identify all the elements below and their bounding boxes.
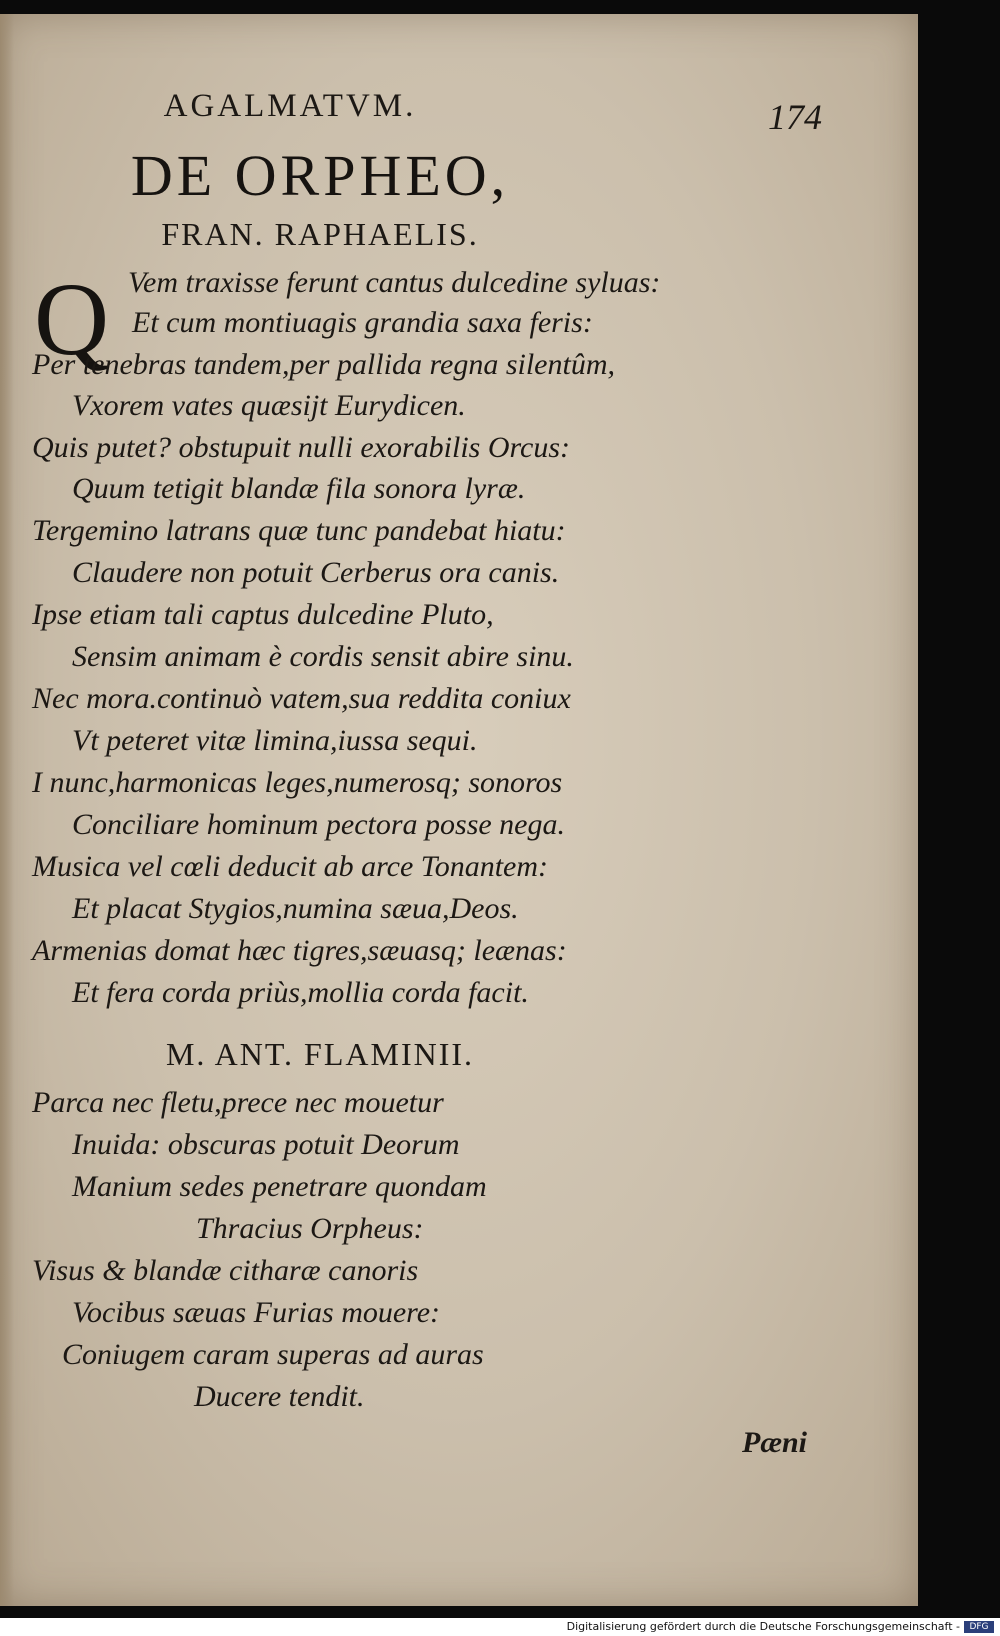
dfg-logo-icon: DFG [964,1621,994,1633]
verse-line: Vem traxisse ferunt cantus dulcedine syluas: [128,266,661,299]
verse-line: Inuida: obscuras potuit Deorum [72,1128,460,1161]
poem-author: FRAN. RAPHAELIS. [161,216,479,252]
verse-line: Vocibus sæuas Furias mouere: [72,1296,441,1329]
verse-line: Per tenebras tandem,per pallida regna silentûm, [32,348,615,381]
verse-line: Vt peteret vitæ limina,iussa sequi. [72,724,478,757]
page-number: 174 [768,97,822,137]
verse-line: Quum tetigit blandæ fila sonora lyræ. [72,472,526,505]
verse-line: Coniugem caram superas ad auras [62,1338,484,1371]
verse-line: Thracius Orpheus: [196,1212,424,1245]
verse-line: Et fera corda priùs,mollia corda facit. [72,976,529,1009]
verse-line: Musica vel cœli deducit ab arce Tonantem: [32,850,549,883]
verse-line: Conciliare hominum pectora posse nega. [72,808,565,841]
verse-line: Visus & blandæ citharæ canoris [32,1254,419,1287]
verse-line: Quis putet? obstupuit nulli exorabilis Orcus: [32,431,571,464]
verse-line: Ipse etiam tali captus dulcedine Pluto, [32,598,494,631]
verse-line: Vxorem vates quæsijt Eurydicen. [72,389,466,422]
footer-credit: Digitalisierung gefördert durch die Deutsche Forschungsgemeinschaft - [566,1620,960,1633]
drop-cap: Q [34,262,110,377]
verse-line: Ducere tendit. [194,1380,365,1413]
verse-line: Et cum montiuagis grandia saxa feris: [132,306,593,339]
verse-line: Armenias domat hæc tigres,sæuasq; leænas: [32,934,567,967]
verse-line: Parca nec fletu,prece nec mouetur [32,1086,444,1119]
book-page [0,14,918,1606]
verse-line: Sensim animam è cordis sensit abire sinu. [72,640,574,673]
poem-title: DE ORPHEO, [130,143,510,208]
verse-line: Et placat Stygios,numina sæua,Deos. [72,892,519,925]
verse-line: Manium sedes penetrare quondam [72,1170,487,1203]
section-heading: M. ANT. FLAMINII. [165,1036,475,1072]
catchword: Pæni [742,1426,808,1459]
running-head: AGALMATVM. [163,88,417,124]
verse-line: Tergemino latrans quæ tunc pandebat hiatu: [32,514,566,547]
verse-line: Claudere non potuit Cerberus ora canis. [72,556,560,589]
verse-line: Nec mora.continuò vatem,sua reddita coniux [32,682,571,715]
verse-line: I nunc,harmonicas leges,numerosq; sonoros [32,766,563,799]
